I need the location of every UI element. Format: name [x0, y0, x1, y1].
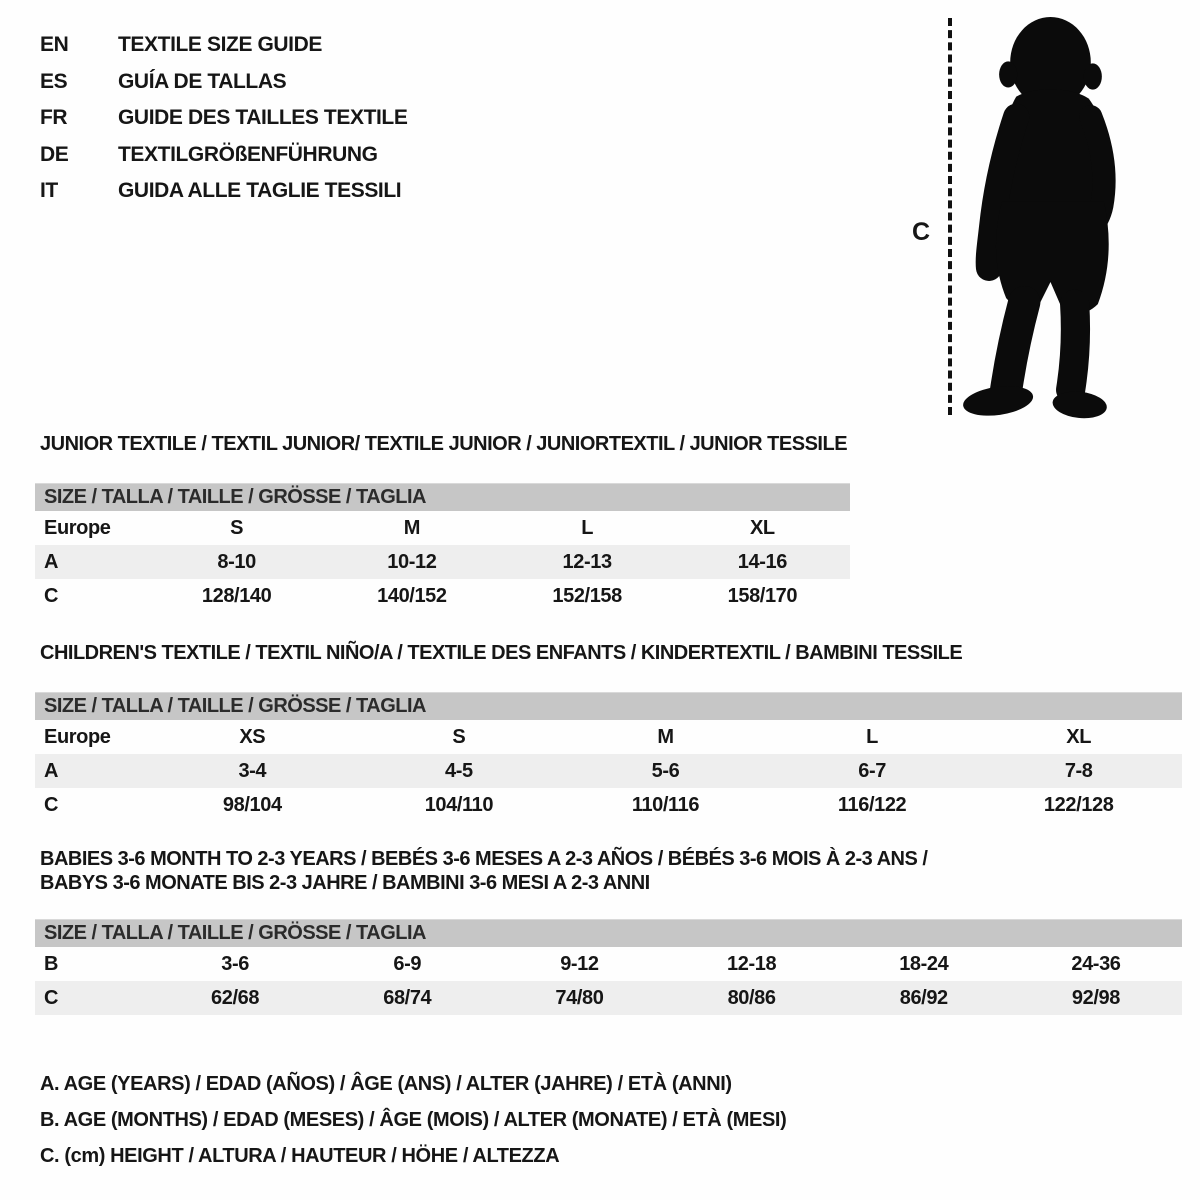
legend-line-a: A. AGE (YEARS) / EDAD (AÑOS) / ÂGE (ANS) / ALTER (JAHRE) / ETÀ (ANNI) — [40, 1073, 732, 1095]
height-measure-dashed-line — [948, 18, 952, 415]
lang-code: IT — [40, 179, 58, 202]
size-cell-value: 86/92 — [899, 986, 948, 1009]
size-cell-value: 8-10 — [217, 550, 256, 573]
lang-row-de — [40, 137, 407, 174]
lang-code: ES — [40, 69, 68, 93]
size-cell-value: 62/68 — [211, 986, 260, 1009]
row-label: C — [44, 584, 59, 607]
children-size-table — [35, 692, 1182, 822]
size-cell-value: M — [403, 516, 420, 539]
guide-title: GUIDE DES TAILLES TEXTILE — [118, 106, 408, 129]
guide-title: TEXTILGRÖßENFÜHRUNG — [118, 142, 378, 166]
size-cell-value: L — [866, 725, 878, 748]
section-junior-textile — [35, 432, 850, 613]
size-table-header: SIZE / TALLA / TAILLE / GRÖSSE / TAGLIA — [35, 483, 850, 511]
section-title-line2: BABYS 3-6 MONATE BIS 2-3 JAHRE / BAMBINI 3-6 MESI A 2-3 ANNI — [40, 872, 650, 894]
legend-line-c: C. (cm) HEIGHT / ALTURA / HAUTEUR / HÖHE / ALTEZZA — [40, 1145, 560, 1167]
legend-line-b: B. AGE (MONTHS) / EDAD (MESES) / ÂGE (MOIS) / ALTER (MONATE) / ETÀ (MESI) — [40, 1109, 787, 1131]
table-row — [35, 981, 1182, 1015]
size-cell-value: 12-13 — [562, 550, 612, 573]
toddler-silhouette-icon — [960, 12, 1145, 420]
size-cell-value: 10-12 — [387, 550, 437, 573]
size-cell-value: M — [657, 725, 674, 748]
section-title: BABIES 3-6 MONTH TO 2-3 YEARS / BEBÉS 3-6 MESES A 2-3 AÑOS / BÉBÉS 3-6 MOIS À 2-3 ANS / — [40, 848, 928, 870]
size-cell-value: 80/86 — [727, 986, 776, 1009]
table-row — [35, 545, 850, 579]
babies-size-table — [35, 919, 1182, 1015]
size-cell-value: 92/98 — [1071, 986, 1120, 1009]
lang-row-en — [40, 27, 407, 64]
size-cell-value: XL — [1066, 725, 1092, 748]
size-table-header: SIZE / TALLA / TAILLE / GRÖSSE / TAGLIA — [35, 919, 1182, 947]
junior-size-table — [35, 483, 850, 613]
size-cell-value: 12-18 — [727, 952, 777, 975]
size-cell-value: 14-16 — [737, 550, 787, 573]
table-row — [35, 720, 1182, 754]
lang-row-es — [40, 64, 407, 101]
table-row — [35, 947, 1182, 981]
lang-row-fr — [40, 100, 407, 137]
height-measure-label: C — [912, 218, 931, 246]
size-cell-value: L — [581, 516, 594, 539]
size-cell-value: 9-12 — [560, 952, 599, 975]
table-row — [35, 754, 1182, 788]
lang-code: EN — [40, 33, 69, 56]
size-cell-value: 110/116 — [631, 793, 700, 816]
size-cell-value: XS — [239, 725, 266, 748]
size-cell-value: XL — [749, 516, 775, 539]
size-cell-value: S — [452, 725, 466, 748]
size-cell-value: 4-5 — [445, 759, 473, 782]
table-row — [35, 579, 850, 613]
lang-code: FR — [40, 106, 68, 129]
size-cell-value: 6-9 — [393, 952, 422, 975]
size-cell-value: 5-6 — [651, 759, 680, 782]
row-label: C — [44, 793, 59, 816]
table-row — [35, 511, 850, 545]
row-label: Europe — [44, 725, 111, 748]
size-cell-value: 3-4 — [238, 759, 267, 782]
size-cell-value: 3-6 — [221, 952, 249, 975]
section-babies-textile — [35, 847, 1182, 1015]
measurement-legend — [40, 1066, 786, 1174]
size-cell-value: 158/170 — [727, 584, 798, 607]
row-label: B — [44, 952, 59, 975]
lang-row-it — [40, 173, 407, 210]
guide-title: GUIDA ALLE TAGLIE TESSILI — [118, 179, 402, 202]
table-row — [35, 788, 1182, 822]
guide-title: GUÍA DE TALLAS — [118, 69, 287, 93]
size-cell-value: 104/110 — [424, 793, 494, 816]
size-cell-value: 122/128 — [1043, 793, 1114, 816]
size-cell-value: 140/152 — [377, 584, 447, 607]
size-cell-value: S — [230, 516, 244, 539]
size-cell-value: 7-8 — [1064, 759, 1093, 782]
guide-title: TEXTILE SIZE GUIDE — [118, 33, 322, 56]
row-label: C — [44, 986, 59, 1009]
size-table-header: SIZE / TALLA / TAILLE / GRÖSSE / TAGLIA — [35, 692, 1182, 720]
row-label: A — [44, 759, 59, 782]
language-title-list — [40, 27, 407, 210]
size-cell-value: 116/122 — [837, 793, 907, 816]
section-title: JUNIOR TEXTILE / TEXTIL JUNIOR/ TEXTILE JUNIOR / JUNIORTEXTIL / JUNIOR TESSILE — [40, 433, 848, 455]
size-cell-value: 98/104 — [222, 793, 282, 816]
section-title: CHILDREN'S TEXTILE / TEXTIL NIÑO/A / TEXTILE DES ENFANTS / KINDERTEXTIL / BAMBINI TESSILE — [40, 642, 963, 664]
size-cell-value: 24-36 — [1071, 952, 1121, 975]
size-cell-value: 74/80 — [555, 986, 604, 1009]
size-cell-value: 128/140 — [201, 584, 272, 607]
size-cell-value: 18-24 — [899, 952, 949, 975]
section-childrens-textile — [35, 641, 1182, 822]
row-label: Europe — [44, 516, 111, 539]
size-cell-value: 68/74 — [383, 986, 432, 1009]
size-cell-value: 6-7 — [858, 759, 886, 782]
row-label: A — [44, 550, 59, 573]
size-cell-value: 152/158 — [552, 584, 622, 607]
lang-code: DE — [40, 142, 69, 166]
